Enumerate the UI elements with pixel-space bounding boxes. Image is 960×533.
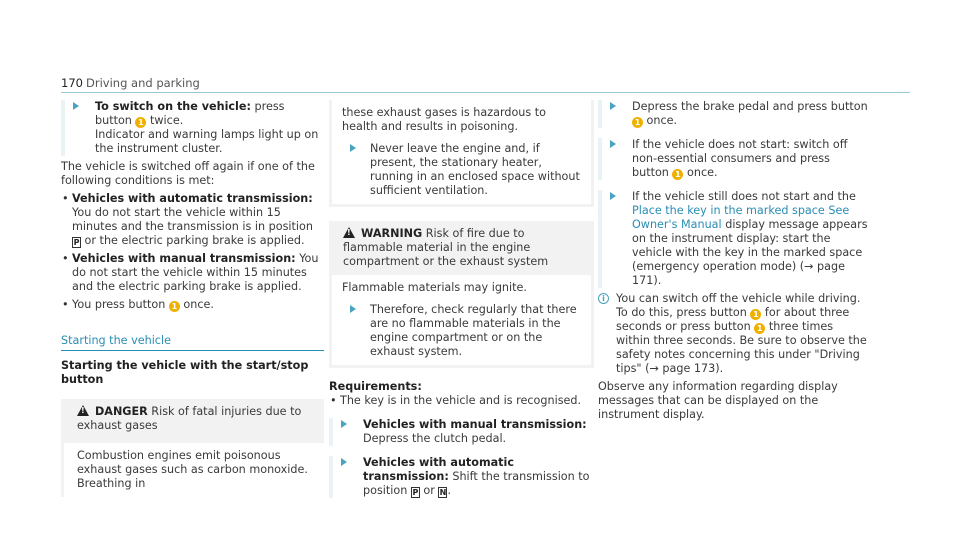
observe-text: Observe any information regarding display messages that can be displayed on the instrument display. (598, 380, 838, 421)
note-text-mid: for about three seconds or press button (616, 306, 850, 333)
never-leave-step (342, 142, 581, 198)
step-text-after: display message appears on the instrument display: start the vehicle with the key in the marked space (emergency operation mode) (→ page 171). (632, 218, 868, 287)
button-1-icon: 1 (750, 309, 761, 320)
button-1-icon: 1 (754, 323, 765, 334)
key-p-icon: P (412, 488, 419, 497)
step-text-after: once. (643, 114, 678, 127)
warning-title: WARNING (361, 227, 423, 240)
step-manual (329, 418, 594, 446)
switched-off-text: The vehicle is switched off again if one of the following conditions is met: (61, 160, 315, 187)
note-text-after: three times within three seconds. Be sure to observe the safety notes concerning this under "Driving tips" (→ page 173). (616, 320, 867, 375)
step-arrow-icon (350, 144, 356, 152)
never-leave-text: Never leave the engine and, if present, the stationary heater, running in an enclosed space without sufficient ventilation. (370, 142, 580, 197)
section-link-starting[interactable]: Starting the vehicle (61, 334, 324, 351)
step-end: . (447, 484, 451, 497)
step-text: If the vehicle does not start: switch off non-essential consumers and press button (632, 138, 848, 179)
warning-text: Risk of fire due to flammable material in the engine compartment or the exhaust system (343, 227, 549, 268)
note-block (598, 292, 868, 376)
page-header (61, 76, 910, 93)
bullet-lead: Vehicles with automatic transmission: (72, 192, 313, 205)
danger-title: DANGER (95, 405, 148, 418)
button-1-icon: 1 (135, 117, 146, 128)
continued-text: these exhaust gases is hazardous to health and results in poisoning. (342, 106, 547, 133)
therefore-text: Therefore, check regularly that there are no flammable materials in the engine compartment or on the exhaust system. (370, 303, 577, 358)
step-arrow-icon (610, 102, 616, 110)
danger-box (61, 399, 324, 443)
step-arrow-icon (341, 458, 347, 466)
step-if-not-start (598, 138, 868, 180)
step-text: Shift the transmission to position (363, 470, 590, 497)
key-n-icon: N (439, 488, 447, 497)
warning-box (329, 221, 594, 275)
subheading: Starting the vehicle with the start/stop button (61, 359, 309, 386)
bullet-auto (61, 192, 324, 248)
requirements-heading: Requirements: (329, 380, 422, 393)
step-text: Depress the clutch pedal. (363, 432, 507, 445)
requirement-item (329, 394, 594, 408)
step-depress (598, 100, 868, 128)
danger-body-box (61, 443, 324, 497)
bullet-manual (61, 252, 324, 294)
column-3 (598, 100, 868, 422)
bullet-press (61, 298, 324, 312)
bullet-text-after: once. (179, 298, 214, 311)
bullet-text: You press button (72, 298, 169, 311)
step-lead: Vehicles with automatic transmission: (363, 456, 514, 483)
flammable-text: Flammable materials may ignite. (342, 281, 527, 294)
danger-body: Combustion engines emit poisonous exhaust gases such as carbon monoxide. Breathing in (77, 449, 308, 490)
button-1-icon: 1 (672, 169, 683, 180)
bullet-text: You do not start the vehicle within 15 minutes and the transmission is in position (72, 206, 313, 233)
display-message-link[interactable]: Place the key in the marked space See Owner's Manual (632, 204, 850, 231)
step-arrow-icon (610, 192, 616, 200)
danger-continuation (329, 100, 594, 207)
step-switch-on (61, 100, 324, 156)
button-1-icon: 1 (169, 301, 180, 312)
step-arrow-icon (610, 140, 616, 148)
step-text-after: twice. (146, 114, 184, 127)
warning-triangle-icon (77, 405, 89, 416)
warning-body (329, 275, 594, 368)
indicator-text: Indicator and warning lamps light up on the instrument cluster. (95, 128, 319, 155)
danger-text: Risk of fatal injuries due to exhaust gases (77, 405, 302, 432)
therefore-step (342, 303, 581, 359)
page-number: 170 (61, 76, 83, 90)
column-1 (61, 100, 324, 497)
bullet-text-after: or the electric parking brake is applied. (81, 234, 305, 247)
step-lead: Vehicles with manual transmission: (363, 418, 587, 431)
info-icon: i (598, 293, 609, 304)
step-automatic (329, 456, 594, 498)
step-lead: To switch on the vehicle: (95, 100, 251, 113)
step-arrow-icon (73, 102, 79, 110)
section-title: Driving and parking (86, 76, 200, 90)
bullet-text: You do not start the vehicle within 15 minutes and the electric parking brake is applied. (72, 252, 319, 293)
button-1-icon: 1 (632, 117, 643, 128)
step-or: or (419, 484, 439, 497)
step-text-after: once. (683, 166, 718, 179)
requirement-text: The key is in the vehicle and is recognised. (340, 394, 582, 407)
step-arrow-icon (341, 420, 347, 428)
key-p-icon: P (73, 238, 80, 247)
step-arrow-icon (350, 305, 356, 313)
step-still-not-start (598, 190, 868, 288)
note-text: You can switch off the vehicle while driving. To do this, press button (616, 292, 861, 319)
step-text: press button (95, 100, 285, 127)
warning-triangle-icon (343, 227, 355, 238)
step-text: Depress the brake pedal and press button (632, 100, 868, 113)
column-2 (329, 100, 594, 498)
bullet-lead: Vehicles with manual transmission: (72, 252, 296, 265)
step-text: If the vehicle still does not start and the (632, 190, 856, 203)
